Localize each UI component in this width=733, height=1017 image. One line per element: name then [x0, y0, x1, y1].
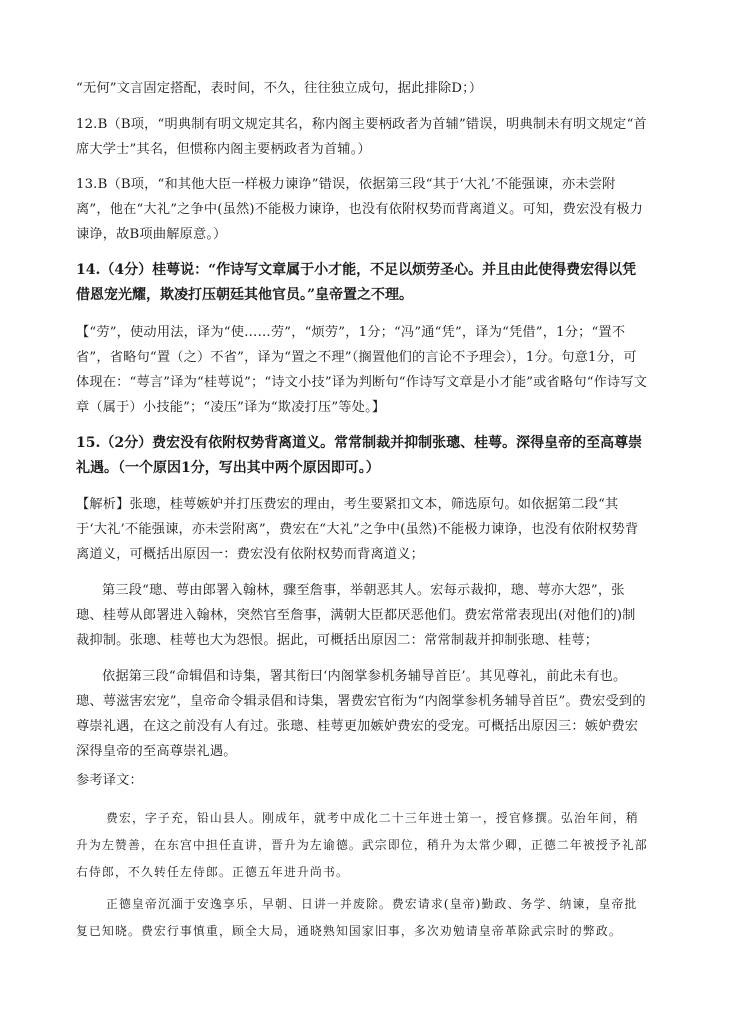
answer-14-scoring-note: 【“劳”，使动用法，译为“使……劳”，“烦劳”，1分；“冯”通“凭”，译为“凭借”，1分；“置不省”，省略句“置（之）不省”，译为“置之不理”（搁置他们的言论不予理会），1分。句意1分，可体现在：“萼言”译为“桂萼说”；“诗文小技”译为判断句“作诗写文章是小才能”或省略句“作诗写文章（属于）小技能”；“凌压”译为“欺凌打压”等处。】: [76, 325, 648, 415]
analysis-paragraph-1: 【解析】张璁，桂萼嫉妒并打压费宏的理由，考生要紧扣文本，筛选原句。如依据第二段“其于‘大礼’不能强谏，亦未尝附离”，费宏在“大礼”之争中(虽然)不能极力谏诤，也没有依附权势背离道义，可概括出原因一：费宏没有依附权势而背离道义；: [76, 497, 639, 562]
translation-paragraph-1: 费宏，字子充，铅山县人。刚成年，就考中成化二十三年进士第一，授官修撰。弘治年间，稍升为左赞善，在东宫中担任直讲，晋升为左谕德。武宗即位，稍升为太常少卿，正德二年被授予礼部右侍郎，不久转任左侍郎。正德五年进升尚书。: [76, 811, 648, 879]
translation-paragraph-2: 正德皇帝沉湎于安逸享乐，早朝、日讲一并废除。费宏请求(皇帝)勤政、务学、纳谏，皇帝批复已知晓。费宏行事慎重，顾全大局，通晓熟知国家旧事，多次劝勉请皇帝革除武宗时的弊政。: [76, 897, 638, 938]
answer-12: 12.B（B项，“明典制有明文规定其名，称内阁主要柄政者为首辅”错误，明典制未有明文规定“首席大学士”其名，但惯称内阁主要柄政者为首辅。）: [76, 117, 647, 157]
analysis-paragraph-2: 第三段“璁、萼由郎署入翰林，骤至詹事，举朝恶其人。宏每示裁抑，璁、萼亦大怨”，张璁、桂萼从郎署进入翰林，突然官至詹事，满朝大臣都厌恶他们。费宏常常表现出(对他们的)制裁抑制。张璁、桂萼也大为怨恨。据此，可概括出原因二：常常制裁并抑制张璁、桂萼；: [76, 583, 636, 648]
analysis-paragraph-3: 依据第三段“命辑倡和诗集，署其衔曰‘内阁掌参机务辅导首臣’。其见尊礼，前此未有也。璁、萼滋害宏宠”，皇帝命令辑录倡和诗集，署费宏官衔为“内阁掌参机务辅导首臣”。费宏受到的尊崇礼遇，在这之前没有人有过。张璁、桂萼更加嫉妒费宏的受宠。可概括出原因三：嫉妒费宏深得皇帝的至高尊崇礼遇。: [76, 669, 646, 759]
answer-14: 14.（4分）桂萼说：“作诗写文章属于小才能，不足以烦劳圣心。并且由此使得费宏得以凭借恩宠光耀，欺凌打压朝廷其他官员。”皇帝置之不理。: [76, 262, 637, 303]
reference-translation-title: 参考译文：: [76, 773, 143, 788]
answer-15: 15.（2分）费宏没有依附权势背离道义。常常制裁并抑制张璁、桂萼。深得皇帝的至高尊崇礼遇。（一个原因1分，写出其中两个原因即可。）: [76, 435, 643, 476]
answer-13: 13.B（B项，“和其他大臣一样极力谏诤”错误，依据第三段“其于‘大礼’不能强谏，亦未尝附离”，他在“大礼”之争中(虽然)不能极力谏诤，也没有依附权势而背离道义。可知，费宏没有极力谏诤，故B项曲解原意。）: [76, 177, 644, 242]
answer-11-tail: “无何”文言固定搭配，表时间，不久，往往独立成句，据此排除D；）: [76, 81, 483, 96]
